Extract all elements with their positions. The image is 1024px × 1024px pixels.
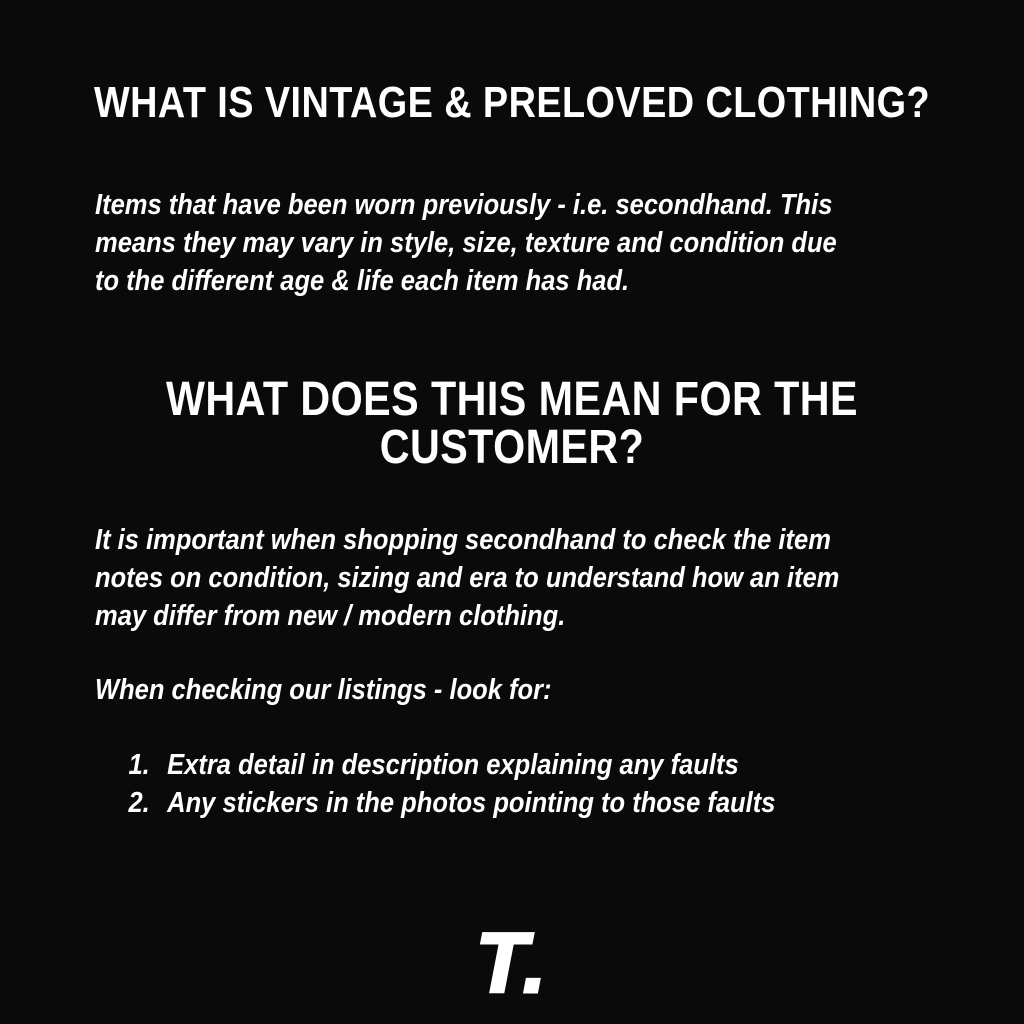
checklist bbox=[95, 746, 887, 822]
intro-line-2: means they may vary in style, size, texture and condition due bbox=[95, 227, 837, 259]
checklist-item-1 bbox=[95, 746, 887, 784]
checklist-item-1-number: 1. bbox=[128, 749, 150, 781]
customer-paragraph bbox=[95, 521, 887, 635]
section-heading bbox=[72, 373, 953, 474]
intro-line-1: Items that have been worn previously - i.e. secondhand. This bbox=[95, 189, 833, 221]
customer-line-1: It is important when shopping secondhand to check the item bbox=[95, 524, 831, 556]
section-heading-line-2: CUSTOMER? bbox=[379, 421, 645, 474]
checklist-item-1-text: Extra detail in description explaining any faults bbox=[167, 749, 739, 781]
t-logo-text: T. bbox=[475, 916, 549, 1010]
section-heading-line-1: WHAT DOES THIS MEAN FOR THE bbox=[166, 373, 858, 426]
intro-line-3: to the different age & life each item has had. bbox=[95, 265, 630, 297]
customer-line-2: notes on condition, sizing and era to understand how an item bbox=[95, 562, 840, 594]
checklist-item-2-number: 2. bbox=[128, 787, 150, 819]
intro-paragraph bbox=[95, 186, 887, 300]
checklist-item-2-text: Any stickers in the photos pointing to those faults bbox=[167, 787, 776, 819]
checklist-item-2 bbox=[95, 784, 887, 822]
lead-in-line: When checking our listings - look for: bbox=[95, 674, 552, 706]
brand-logo bbox=[0, 916, 1024, 1010]
page-title: WHAT IS VINTAGE & PRELOVED CLOTHING? bbox=[93, 78, 931, 127]
customer-line-3: may differ from new / modern clothing. bbox=[95, 600, 566, 632]
